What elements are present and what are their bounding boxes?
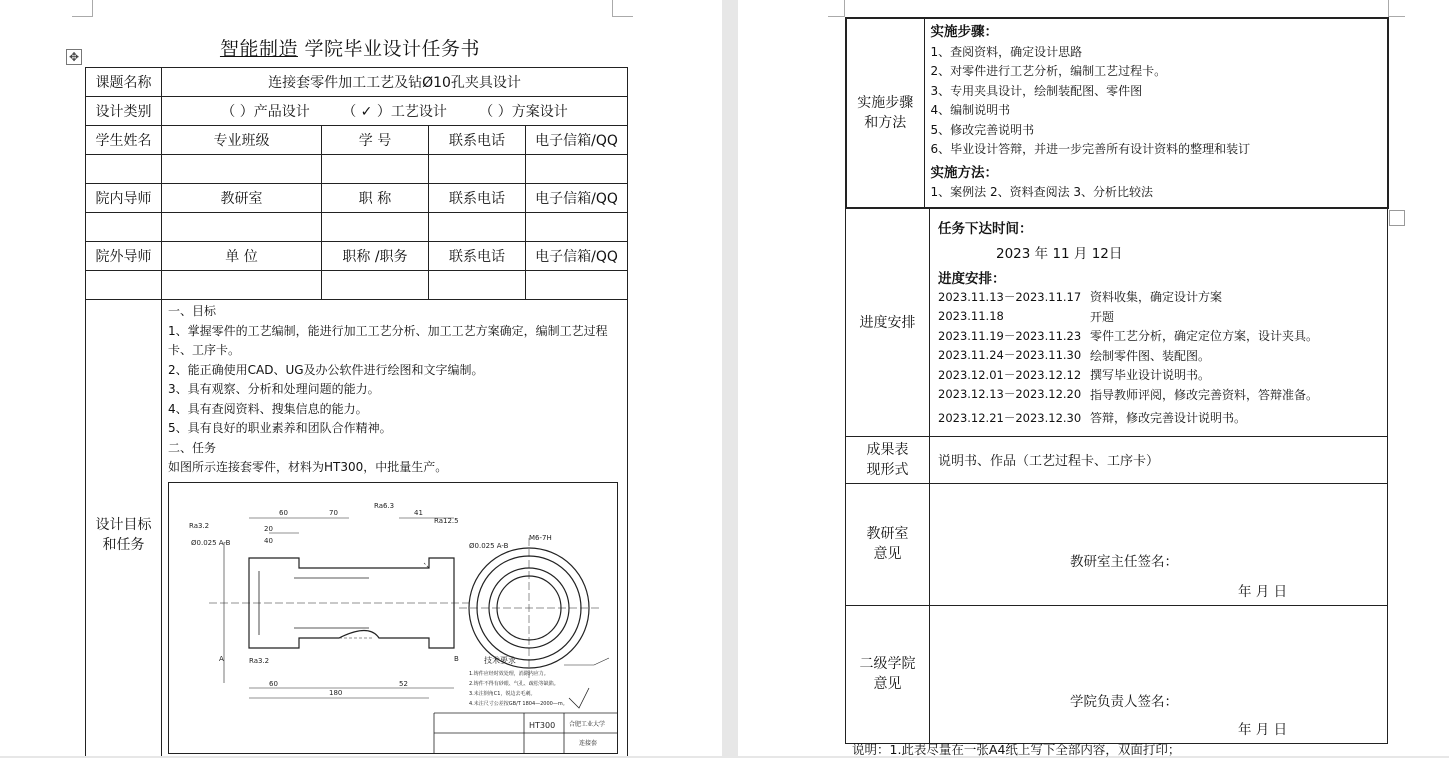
plan-date: 2023.11.13－2023.11.17 (938, 289, 1082, 304)
schedule-content[interactable] (930, 209, 1388, 437)
page-title (100, 34, 600, 61)
material-label: HT300 (529, 720, 556, 730)
goal-line: 二、任务 (168, 440, 217, 455)
dim-label: 40 (264, 536, 273, 545)
crop-mark (828, 0, 845, 17)
footnote: 说明：1.此表尽量在一张A4纸上写下全部内容，双面打印； (852, 742, 1181, 757)
step-line: 6、毕业设计答辩，并进一步完善所有设计资料的整理和装订 (930, 142, 1251, 156)
plan-row (938, 326, 1379, 346)
plan-title: 进度安排： (938, 271, 1006, 287)
step-line: 2、对零件进行工艺分析，编制工艺过程卡。 (930, 64, 1167, 78)
college-label: 二级学院意见 (846, 605, 930, 743)
schedule-label: 进度安排 (846, 209, 930, 437)
outer-advisor-header: 院外导师 (86, 242, 162, 271)
plan-row (938, 307, 1379, 327)
steps-table (845, 17, 1389, 209)
svg-text:3.未注倒角C1，锐边去毛刺。: 3.未注倒角C1，锐边去毛刺。 (469, 690, 536, 697)
goal-line: 一、目标 (168, 304, 217, 318)
goal-line: 5、具有良好的职业素养和团队合作精神。 (168, 421, 392, 435)
methods-title: 实施方法： (930, 164, 998, 181)
plan-date: 2023.12.13－2023.12.20 (938, 387, 1082, 402)
dept-sign: 教研室主任签名： (1070, 553, 1178, 570)
category-process[interactable]: （ ✓ ）工艺设计 (342, 104, 447, 120)
dim-label: 41 (414, 508, 423, 517)
plan-task: 绘制零件图、装配图。 (1090, 348, 1211, 363)
part-drawing-svg (169, 483, 617, 753)
dim-label: Ø0.025 A-B (191, 538, 231, 547)
plan-row (938, 287, 1379, 307)
table-cell-empty[interactable] (162, 155, 322, 184)
step-line: 5、修改完善说明书 (930, 122, 1035, 137)
class-header: 专业班级 (162, 126, 322, 155)
topic-value[interactable]: 连接套零件加工工艺及钻Ø10孔夹具设计 (162, 68, 628, 97)
category-scheme[interactable]: （ ）方案设计 (479, 104, 568, 120)
plan-task: 资料收集，确定设计方案 (1090, 290, 1223, 305)
steps-title: 实施步骤： (930, 24, 998, 40)
category-label: 设计类别 (86, 97, 162, 126)
college-name: 智能制造 (219, 38, 298, 60)
phone-header: 联系电话 (429, 126, 526, 155)
plan-date: 2023.11.24－2023.11.30 (938, 348, 1082, 363)
result-value[interactable]: 说明书、作品（工艺过程卡、工序卡） (930, 436, 1388, 483)
goals-content[interactable] (162, 300, 628, 757)
office-header: 教研室 (162, 184, 322, 213)
goal-line: 2、能正确使用CAD、UG及办公软件进行绘图和文字编制。 (168, 362, 484, 377)
date-line: 年 月 日 (1238, 583, 1288, 600)
task-table (85, 67, 628, 756)
svg-text:2.铸件不得有砂眼、气孔、疏松等缺陷。: 2.铸件不得有砂眼、气孔、疏松等缺陷。 (469, 680, 559, 687)
college-opinion-cell[interactable] (930, 605, 1388, 743)
result-label: 成果表现形式 (846, 436, 930, 483)
table-cell-empty[interactable] (86, 155, 162, 184)
document-page-left (0, 0, 722, 756)
table-cell-empty[interactable] (526, 271, 628, 300)
svg-text:4.未注尺寸公差按GB/T 1804—2000—m。: 4.未注尺寸公差按GB/T 1804—2000—m。 (469, 700, 568, 707)
crop-mark (72, 0, 93, 17)
table-cell-empty[interactable] (526, 213, 628, 242)
table-cell-empty[interactable] (322, 213, 429, 242)
steps-content[interactable] (924, 18, 1388, 208)
dim-label: Ra3.2 (249, 656, 270, 665)
table-cell-empty[interactable] (162, 271, 322, 300)
dim-label: 180 (329, 688, 343, 697)
table-cell-empty[interactable] (526, 155, 628, 184)
plan-row (938, 365, 1379, 385)
issue-date: 2023 年 11 月 12日 (996, 246, 1123, 262)
table-cell-empty[interactable] (86, 213, 162, 242)
student-id-header: 学 号 (322, 126, 429, 155)
part-name-label: 连接套 (579, 739, 598, 747)
step-line: 3、专用夹具设计，绘制装配图、零件图 (930, 83, 1143, 98)
topic-label: 课题名称 (86, 68, 162, 97)
dim-label: Ra6.3 (374, 501, 395, 510)
dim-label: Ø0.025 A-B (469, 541, 509, 550)
plan-task: 撰写毕业设计说明书。 (1090, 368, 1211, 383)
title-text: 学院毕业设计任务书 (304, 38, 481, 60)
plan-task: 答辩，修改完善设计说明书。 (1090, 411, 1247, 426)
goal-line: 3、具有观察、分析和处理问题的能力。 (168, 382, 380, 396)
goal-line: 如图所示连接套零件，材料为HT300，中批量生产。 (168, 460, 448, 474)
plan-row (938, 346, 1379, 366)
svg-text:1.铸件应经时效处理，消除内应力。: 1.铸件应经时效处理，消除内应力。 (469, 670, 549, 677)
goal-line: 4、具有查阅资料、搜集信息的能力。 (168, 401, 368, 416)
step-line: 1、查阅资料，确定设计思路 (930, 44, 1083, 59)
table-cell-empty[interactable] (322, 271, 429, 300)
plan-row (938, 385, 1379, 405)
dept-opinion-cell[interactable] (930, 483, 1388, 605)
dim-label: A (219, 654, 224, 663)
dim-label: Ra3.2 (189, 521, 210, 530)
dim-label: M6-7H (529, 533, 552, 542)
category-options[interactable] (162, 97, 628, 126)
email-header: 电子信箱/QQ (526, 126, 628, 155)
dim-label: 70 (329, 508, 338, 517)
document-page-right (738, 0, 1449, 756)
phone-header: 联系电话 (429, 242, 526, 271)
email-header: 电子信箱/QQ (526, 184, 628, 213)
school-label: 合肥工业大学 (569, 720, 606, 728)
dept-label: 教研室意见 (846, 483, 930, 605)
steps-label: 实施步骤和方法 (846, 18, 924, 208)
goal-line: 1、掌握零件的工艺编制，能进行加工工艺分析、加工工艺方案确定，编制工艺过程卡、工序卡。 (168, 323, 608, 357)
part-drawing (168, 482, 618, 754)
dim-label: 60 (269, 679, 278, 688)
schedule-table (845, 208, 1388, 744)
table-cell-empty[interactable] (86, 271, 162, 300)
tech-req-title: 技术要求 (484, 655, 516, 665)
cell-marker (1389, 210, 1405, 226)
issue-title: 任务下达时间： (938, 221, 1033, 237)
dim-label: 60 (279, 508, 288, 517)
title-header: 职 称 (322, 184, 429, 213)
crop-mark (612, 0, 633, 17)
phone-header: 联系电话 (429, 184, 526, 213)
plan-task: 零件工艺分析，确定定位方案，设计夹具。 (1090, 329, 1319, 344)
plan-task: 指导教师评阅，修改完善资料，答辩准备。 (1090, 387, 1319, 402)
table-move-icon[interactable]: ✥ (66, 49, 82, 65)
inner-advisor-header: 院内导师 (86, 184, 162, 213)
date-line: 年 月 日 (1238, 721, 1288, 738)
methods-line: 1、案例法 2、资料查阅法 3、分析比较法 (930, 185, 1154, 199)
table-cell-empty[interactable] (429, 155, 526, 184)
step-line: 4、编制说明书 (930, 103, 1011, 117)
table-cell-empty[interactable] (162, 213, 322, 242)
unit-header: 单 位 (162, 242, 322, 271)
table-cell-empty[interactable] (429, 271, 526, 300)
dim-label: 52 (399, 679, 408, 688)
plan-row (938, 408, 1379, 428)
dim-label: B (454, 654, 459, 663)
dim-label: 20 (264, 524, 273, 533)
crop-mark (1388, 0, 1405, 17)
plan-date: 2023.12.21－2023.12.30 (938, 410, 1082, 425)
plan-date: 2023.12.01－2023.12.12 (938, 367, 1082, 382)
goals-label: 设计目标和任务 (86, 300, 162, 757)
college-sign: 学院负责人签名： (1070, 693, 1178, 710)
plan-task: 开题 (1090, 309, 1115, 324)
table-cell-empty[interactable] (429, 213, 526, 242)
student-name-header: 学生姓名 (86, 126, 162, 155)
position-header: 职称 /职务 (322, 242, 429, 271)
plan-date: 2023.11.19－2023.11.23 (938, 328, 1082, 343)
table-cell-empty[interactable] (322, 155, 429, 184)
plan-date: 2023.11.18 (938, 309, 1004, 324)
email-header: 电子信箱/QQ (526, 242, 628, 271)
category-product[interactable]: （ ）产品设计 (221, 104, 310, 120)
dim-label: Ra12.5 (434, 516, 459, 525)
